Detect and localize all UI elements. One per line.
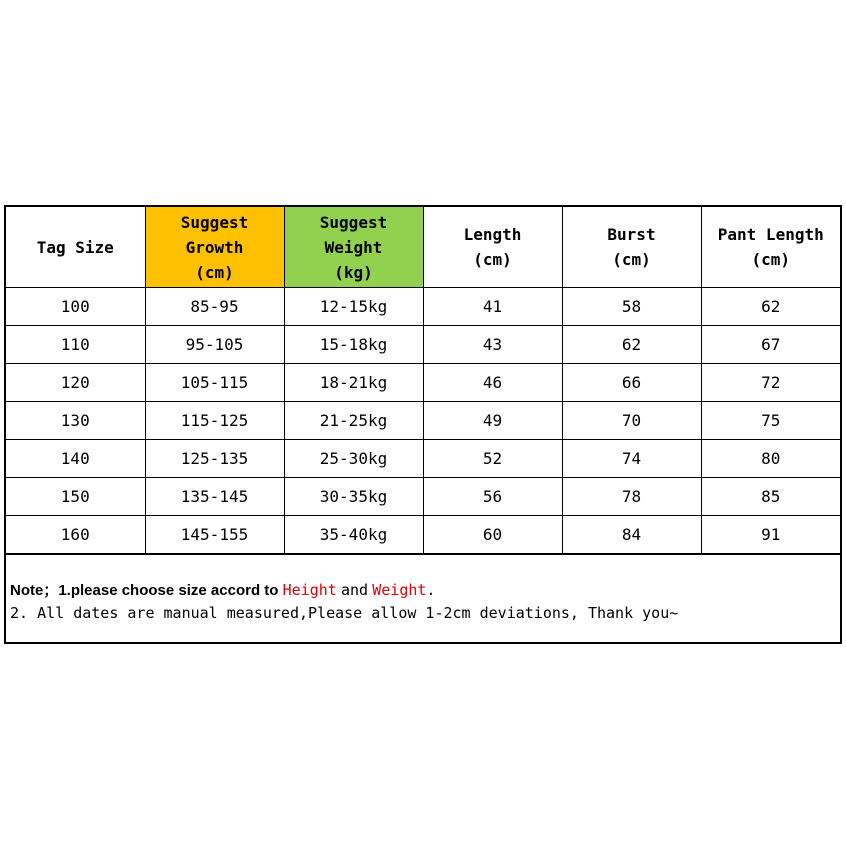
cell-growth: 95-105 bbox=[145, 326, 284, 364]
size-table bbox=[6, 207, 840, 554]
table-row bbox=[6, 326, 840, 364]
cell-growth: 135-145 bbox=[145, 478, 284, 516]
cell-length: 52 bbox=[423, 440, 562, 478]
cell-tag-size: 110 bbox=[6, 326, 145, 364]
cell-length: 43 bbox=[423, 326, 562, 364]
cell-length: 41 bbox=[423, 288, 562, 326]
cell-tag-size: 100 bbox=[6, 288, 145, 326]
cell-growth: 105-115 bbox=[145, 364, 284, 402]
cell-weight: 30-35kg bbox=[284, 478, 423, 516]
cell-burst: 62 bbox=[562, 326, 701, 364]
note-line-1 bbox=[10, 579, 840, 602]
cell-length: 60 bbox=[423, 516, 562, 554]
table-row bbox=[6, 288, 840, 326]
header-suggest-weight: Suggest Weight (kg) bbox=[284, 207, 423, 288]
header-row bbox=[6, 207, 840, 288]
cell-tag-size: 140 bbox=[6, 440, 145, 478]
table-row bbox=[6, 440, 840, 478]
note1-and: and bbox=[340, 581, 369, 599]
cell-length: 49 bbox=[423, 402, 562, 440]
cell-burst: 66 bbox=[562, 364, 701, 402]
cell-pant-length: 62 bbox=[701, 288, 840, 326]
cell-pant-length: 91 bbox=[701, 516, 840, 554]
cell-tag-size: 120 bbox=[6, 364, 145, 402]
cell-weight: 12-15kg bbox=[284, 288, 423, 326]
cell-growth: 85-95 bbox=[145, 288, 284, 326]
note-line-2: 2. All dates are manual measured,Please allow 1-2cm deviations, Thank you~ bbox=[10, 604, 679, 622]
header-tag-size: Tag Size bbox=[6, 207, 145, 288]
cell-weight: 15-18kg bbox=[284, 326, 423, 364]
cell-pant-length: 72 bbox=[701, 364, 840, 402]
cell-pant-length: 80 bbox=[701, 440, 840, 478]
header-pant-length: Pant Length (cm) bbox=[701, 207, 840, 288]
header-length: Length (cm) bbox=[423, 207, 562, 288]
cell-burst: 84 bbox=[562, 516, 701, 554]
size-chart bbox=[4, 205, 842, 644]
cell-pant-length: 75 bbox=[701, 402, 840, 440]
cell-burst: 74 bbox=[562, 440, 701, 478]
cell-tag-size: 160 bbox=[6, 516, 145, 554]
note1-prefix: Note；1.please choose size accord to bbox=[10, 582, 279, 599]
note1-height: Height bbox=[282, 581, 337, 599]
cell-weight: 25-30kg bbox=[284, 440, 423, 478]
notes-section bbox=[6, 554, 840, 642]
cell-burst: 78 bbox=[562, 478, 701, 516]
table-row bbox=[6, 364, 840, 402]
cell-pant-length: 67 bbox=[701, 326, 840, 364]
cell-growth: 145-155 bbox=[145, 516, 284, 554]
cell-length: 56 bbox=[423, 478, 562, 516]
cell-tag-size: 130 bbox=[6, 402, 145, 440]
note1-end: . bbox=[426, 581, 436, 599]
cell-tag-size: 150 bbox=[6, 478, 145, 516]
note1-weight: Weight bbox=[372, 581, 427, 599]
cell-weight: 35-40kg bbox=[284, 516, 423, 554]
cell-burst: 70 bbox=[562, 402, 701, 440]
cell-pant-length: 85 bbox=[701, 478, 840, 516]
cell-growth: 125-135 bbox=[145, 440, 284, 478]
table-row bbox=[6, 402, 840, 440]
cell-burst: 58 bbox=[562, 288, 701, 326]
table-row bbox=[6, 516, 840, 554]
cell-growth: 115-125 bbox=[145, 402, 284, 440]
header-suggest-growth: Suggest Growth (cm) bbox=[145, 207, 284, 288]
cell-length: 46 bbox=[423, 364, 562, 402]
cell-weight: 18-21kg bbox=[284, 364, 423, 402]
cell-weight: 21-25kg bbox=[284, 402, 423, 440]
header-burst: Burst (cm) bbox=[562, 207, 701, 288]
table-row bbox=[6, 478, 840, 516]
